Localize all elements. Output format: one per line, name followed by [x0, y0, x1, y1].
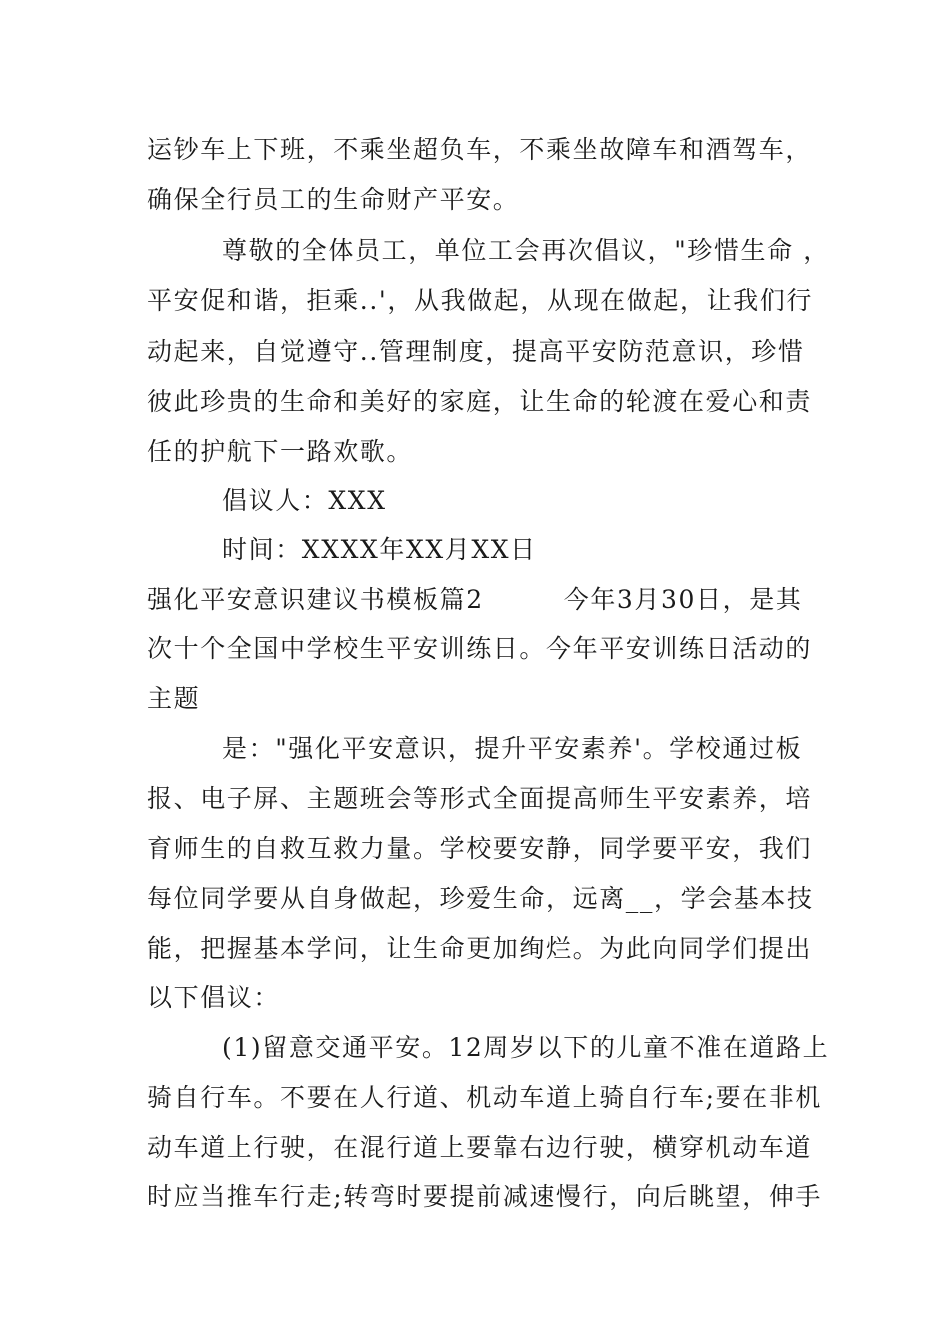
- body-line: 能，把握基本学问，让生命更加绚烂。为此向同学们提出: [147, 934, 813, 963]
- body-line: 以下倡议：: [147, 983, 281, 1012]
- body-line: 时应当推车行走;转弯时要提前减速慢行，向后眺望，伸手: [147, 1182, 823, 1211]
- paragraph-start-line: 是："强化平安意识，提升平安素养'。学校通过板: [222, 734, 803, 763]
- paragraph-start-line: 尊敬的全体员工，单位工会再次倡议，"珍惜生命 ，: [222, 236, 830, 265]
- body-line: 平安促和谐，拒乘..'，从我做起，从现在做起，让我们行: [147, 286, 813, 315]
- section-intro: 今年3月30日，是其: [563, 585, 803, 614]
- body-line: 动起来，自觉遵守..管理制度，提高平安防范意识，珍惜: [147, 337, 805, 366]
- body-line: 确保全行员工的生命财产平安。: [147, 185, 520, 214]
- body-line: 次十个全国中学校生平安训练日。今年平安训练日活动的: [147, 634, 813, 663]
- body-line: 主题: [147, 684, 201, 713]
- body-line: 运钞车上下班，不乘坐超负车，不乘坐故障车和酒驾车，: [147, 135, 813, 164]
- body-line: 骑自行车。不要在人行道、机动车道上骑自行车;要在非机: [147, 1083, 823, 1112]
- body-line: 每位同学要从自身做起，珍爱生命，远离__，学会基本技: [147, 884, 814, 913]
- section-heading-line: [147, 585, 802, 615]
- body-line: 任的护航下一路欢歌。: [147, 437, 414, 466]
- paragraph-start-line: (1)留意交通平安。12周岁以下的儿童不准在道路上: [222, 1033, 830, 1062]
- proposer-line: 倡议人：XXX: [222, 486, 387, 515]
- date-line: 时间：XXXX年XX月XX日: [222, 535, 537, 564]
- body-line: 报、电子屏、主题班会等形式全面提高师生平安素养，培: [147, 784, 813, 813]
- body-line: 动车道上行驶，在混行道上要靠右边行驶，横穿机动车道: [147, 1133, 813, 1162]
- section-heading: 强化平安意识建议书模板篇2: [147, 585, 484, 614]
- body-line: 育师生的自救互救力量。学校要安静，同学要平安，我们: [147, 834, 813, 863]
- body-line: 彼此珍贵的生命和美好的家庭，让生命的轮渡在爱心和责: [147, 387, 813, 416]
